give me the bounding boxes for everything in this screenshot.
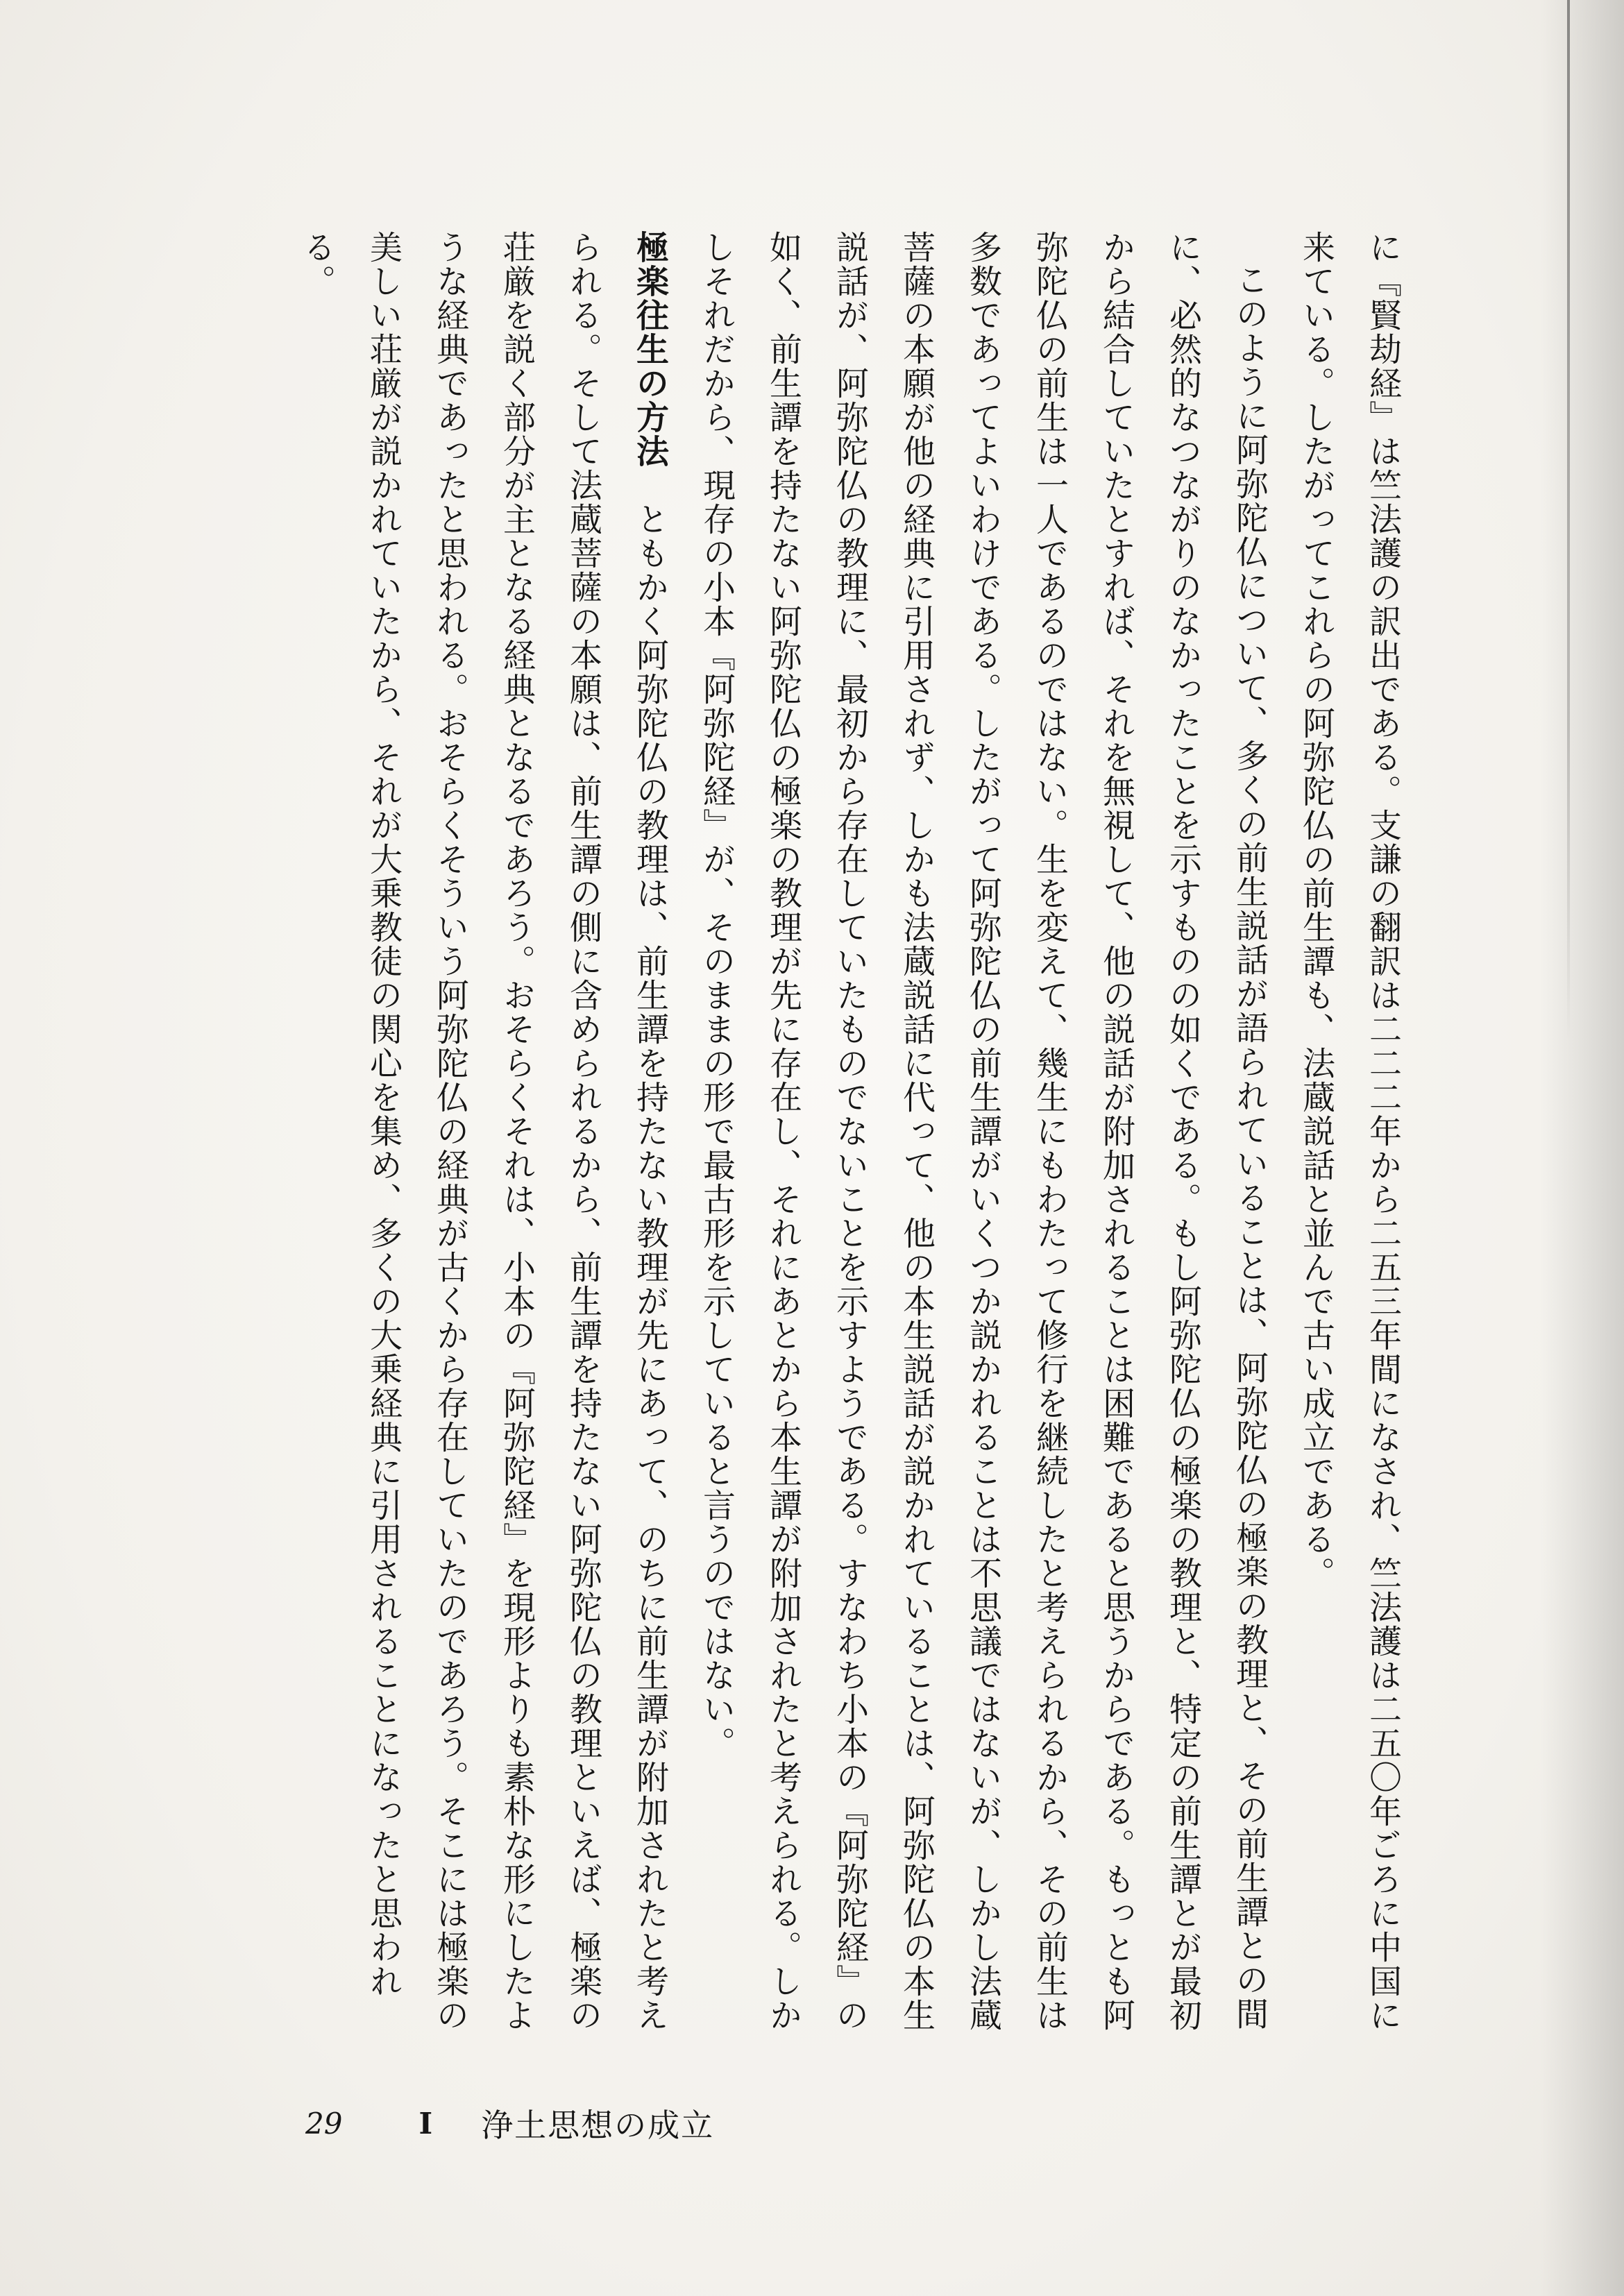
- scan-shadow-edge: [1541, 0, 1624, 2296]
- paragraph-1: に『賢劫経』は竺法護の訳出である。支謙の翻訳は二二二年から二五三年間になされ、竺法護は二五〇年ごろに中国に来ている。したがってこれらの阿弥陀仏の前生譚も、法蔵説話と並んで古い成立である。: [1297, 230, 1402, 2032]
- scan-binding-line: [1567, 0, 1570, 1041]
- section-heading: 極楽往生の方法: [631, 230, 669, 468]
- main-text-block: [283, 230, 1416, 2048]
- chapter-numeral: I: [418, 2106, 433, 2141]
- paragraph-2: このように阿弥陀仏について、多くの前生説話が語られていることは、阿弥陀仏の極楽の教理と、その前生譚との間に、必然的なつながりのなかったことを示すものの如くである。もし阿弥陀仏の極楽の教理と、特定の前生譚とが最初から結合していたとすれば、それを無視して、他の説話が附加されることは困難であると思うからである。もっとも阿弥陀仏の前生は一人であるのではない。生を変えて、幾生にもわたって修行を継続したと考えられるから、その前生は多数であってよいわけである。したがって阿弥陀仏の前生譚がいくつか説かれることは不思議ではないが、しかし法蔵菩薩の本願が他の経典に引用されず、しかも法蔵説話に代って、他の本生説話が説かれていることは、阿弥陀仏の本生説話が、阿弥陀仏の教理に、最初から存在していたものでないことを示すようである。すなわち小本の『阿弥陀経』の如く、前生譚を持たない阿弥陀仏の極楽の教理が先に存在し、それにあとから本生譚が附加されたと考えられる。しかしそれだから、現存の小本『阿弥陀経』が、そのままの形で最古形を示していると言うのではない。: [697, 230, 1269, 2032]
- chapter-title: 浄土思想の成立: [481, 2107, 715, 2144]
- paragraph-3-text: ともかく阿弥陀仏の教理は、前生譚を持たない教理が先にあって、のちに前生譚が附加されたと考えられる。そして法蔵菩薩の本願は、前生譚の側に含められるから、前生譚を持たない阿弥陀仏の教理といえば、極楽の荘厳を説く部分が主となる経典となるであろう。おそらくそれは、小本の『阿弥陀経』を現形よりも素朴な形にしたような経典であったと思われる。おそらくそういう阿弥陀仏の経典が古くから存在していたのであろう。そこには極楽の美しい荘厳が説かれていたから、それが大乗教徒の関心を集め、多くの大乗経典に引用されることになったと思われる。: [298, 230, 669, 2032]
- page-number: 29: [305, 2106, 343, 2141]
- paragraph-3: [283, 230, 683, 2048]
- page-footer: [305, 2095, 714, 2151]
